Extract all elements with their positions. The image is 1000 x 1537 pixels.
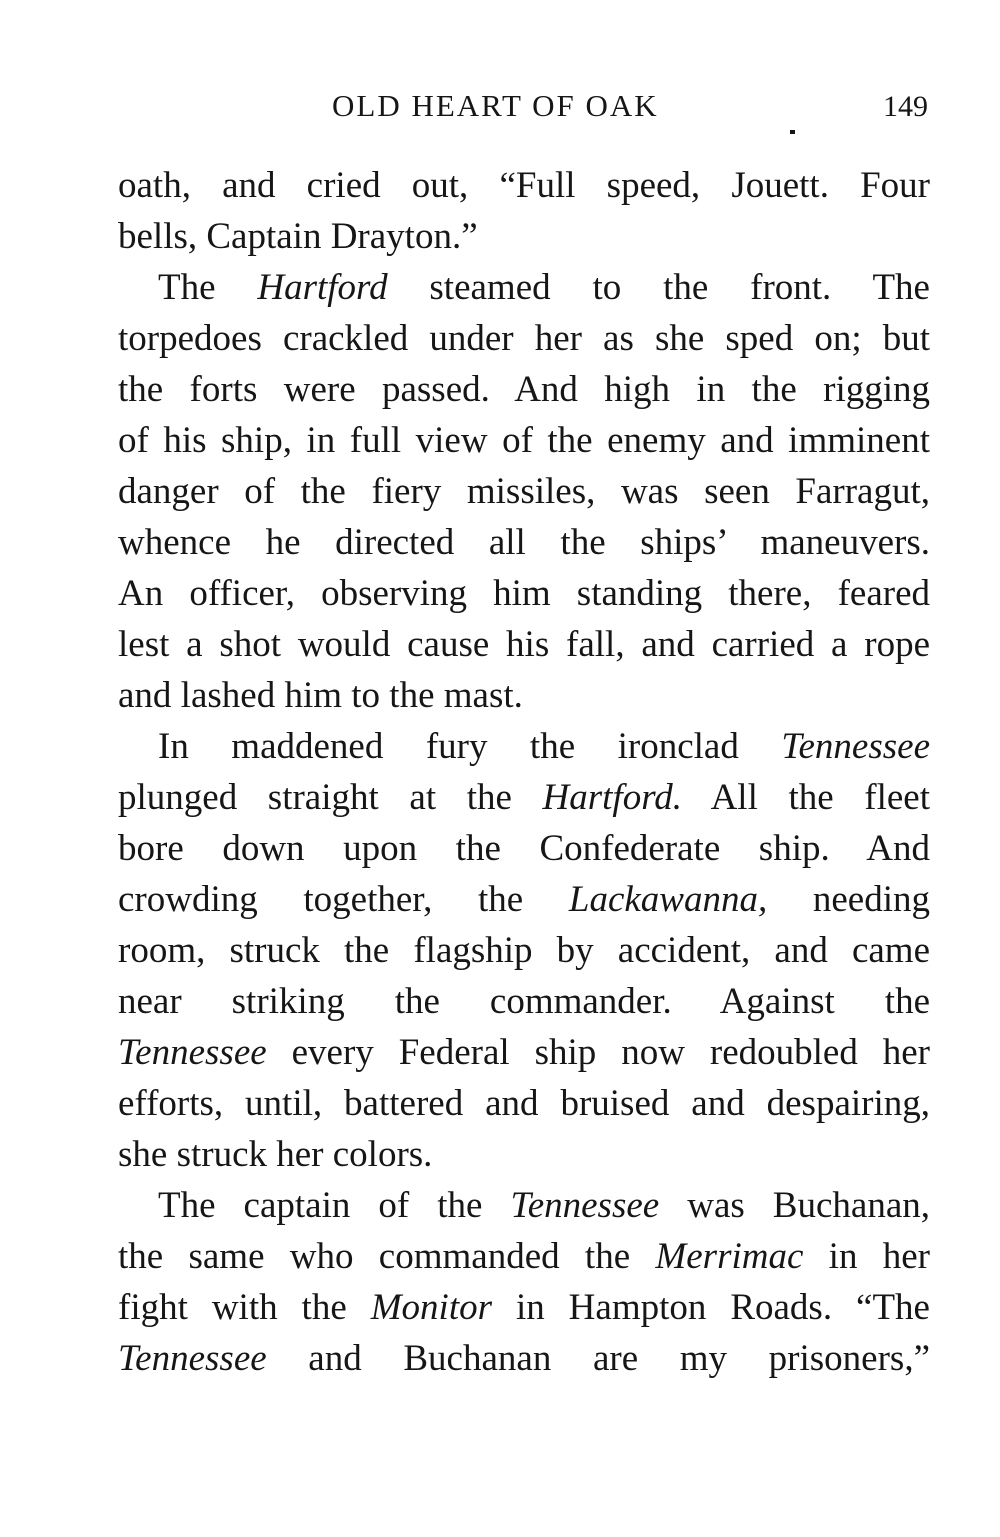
text-line: Tennessee every Federal ship now redoubled her — [118, 1032, 930, 1073]
text-line: fight with the Monitor in Hampton Roads. “The — [118, 1287, 930, 1328]
print-mark — [790, 130, 795, 134]
text-line: crowding together, the Lackawanna, needing — [118, 879, 930, 920]
text-line: near striking the commander. Against the — [118, 981, 930, 1022]
running-head — [118, 88, 930, 132]
running-title: OLD HEART OF OAK — [332, 88, 659, 123]
text-line: plunged straight at the Hartford. All the fleet — [118, 777, 930, 818]
ship-name: Merrimac — [655, 1236, 804, 1277]
text-line: Tennessee and Buchanan are my prisoners,” — [118, 1338, 930, 1379]
text-line: bells, Captain Drayton.” — [118, 216, 478, 257]
text-line: of his ship, in full view of the enemy and imminent — [118, 420, 930, 461]
ship-name: Monitor — [370, 1287, 492, 1328]
text-line: lest a shot would cause his fall, and carried a rope — [118, 624, 930, 665]
text-line: An officer, observing him standing there, feared — [118, 573, 930, 614]
ship-name: Tennessee — [510, 1185, 660, 1226]
text-line: torpedoes crackled under her as she sped on; but — [118, 318, 930, 359]
text-line: the forts were passed. And high in the rigging — [118, 369, 930, 410]
text-line: and lashed him to the mast. — [118, 675, 523, 716]
text-line: The captain of the Tennessee was Buchanan, — [158, 1185, 930, 1226]
ship-name: Hartford — [257, 267, 388, 308]
text-line: the same who commanded the Merrimac in her — [118, 1236, 930, 1277]
ship-name: Tennessee — [781, 726, 930, 767]
text-line: oath, and cried out, “Full speed, Jouett. Four — [118, 165, 930, 206]
ship-name: Hartford. — [542, 777, 682, 818]
text-line: bore down upon the Confederate ship. And — [118, 828, 930, 869]
ship-name: Tennessee — [118, 1032, 267, 1073]
text-line: room, struck the flagship by accident, and came — [118, 930, 930, 971]
text-line: she struck her colors. — [118, 1134, 433, 1175]
ship-name: Lackawanna, — [568, 879, 768, 920]
ship-name: Tennessee — [118, 1338, 267, 1379]
text-line: efforts, until, battered and bruised and despairing, — [118, 1083, 930, 1124]
text-line: In maddened fury the ironclad Tennessee — [158, 726, 930, 767]
body-text — [118, 160, 930, 1384]
text-line: The Hartford steamed to the front. The — [158, 267, 930, 308]
text-line: danger of the fiery missiles, was seen Farragut, — [118, 471, 930, 512]
text-line: whence he directed all the ships’ maneuvers. — [118, 522, 930, 563]
page-number: 149 — [883, 90, 928, 123]
